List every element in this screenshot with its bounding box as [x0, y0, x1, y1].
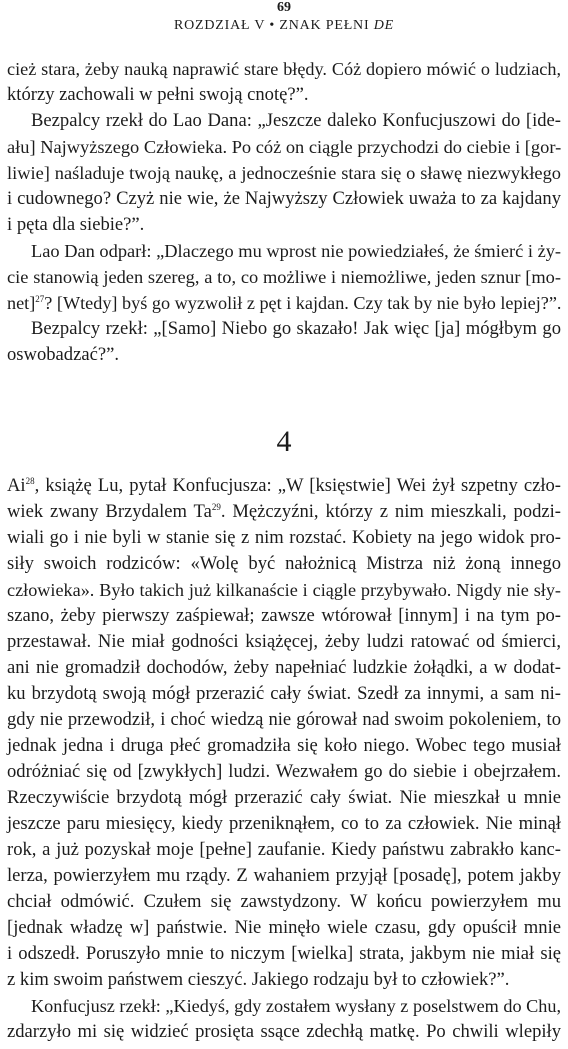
text-line: jeszcze paru miesięcy, kiedy przeniknąłem, co to za człowiek. Nie minął [7, 813, 561, 834]
text-line: ału] Najwyższego Człowieka. Po cóż on ciągle przychodzi do ciebie i [gor- [7, 137, 562, 157]
text-line: i cudownego? Czyż nie wie, że Najwyższy Człowiek uważa to za kajdany [7, 188, 561, 209]
text-line: Konfucjusz rzekł: „Kiedyś, gdy zostałem wysłany z poselstwem do Chu, [31, 996, 561, 1016]
text-line: którzy zachowali w pełni swoją cnotę?”. [7, 84, 309, 105]
text-line: rok, a już pozyskał moje [pełne] zaufanie. Kiedy państwu zabrakło kanc- [7, 839, 561, 860]
text-line: wiali go i nie byli w stanie się z nim rozstać. Kobiety na jego widok pro- [7, 527, 561, 548]
text-line [7, 499, 561, 525]
text-fragment: ? [Wtedy] byś go wyzwolił z pęt i kajdan. Czy tak by nie było lepiej?”. [44, 293, 562, 313]
text-line: oswobadzać?”. [7, 344, 120, 365]
text-fragment: Ai [7, 475, 26, 496]
text-line: siły swoich rodziców: «Wolę być nałożnicą Mistrza niż żoną innego [7, 553, 561, 574]
section-number: 4 [276, 425, 292, 458]
running-head-italic: DE [373, 18, 394, 33]
running-head [0, 17, 568, 35]
text-line: lerza, powierzyłem mu rządy. Z wahaniem przyjął [posadę], potem jakby [7, 865, 561, 886]
text-line: Lao Dan odparł: „Dlaczego mu wprost nie powiedziałeś, że śmierć i ży- [31, 241, 562, 261]
text-line: Rzeczywiście brzydotą mógł przerazić cały świat. Nie mieszkał u mnie [7, 787, 561, 808]
text-line: cie stanowią jeden szereg, a to, co możliwe i niemożliwe, jeden sznur [mo- [7, 267, 561, 287]
text-line: przestawał. Nie miał godności książęcej, żeby ludzi ratować od śmierci, [7, 631, 561, 652]
text-line [7, 473, 561, 499]
text-line: z kim swoim państwem cieszyć. Jakiego rodzaju był to człowiek?”. [7, 969, 510, 990]
text-line: chciał odmówić. Czułem się zawstydzony. W końcu powierzyłem mu [7, 891, 561, 912]
text-line: i odszedł. Poruszyło mnie to niczym [wielka] strata, jakbym nie miał się [7, 943, 561, 964]
text-line: odróżniać się od [zwykłych] ludzi. Wezwałem go do siebie i obejrzałem. [7, 761, 561, 782]
text-line: jednak jedna i druga płeć gromadziła się koło niego. Wobec tego musiał [7, 735, 561, 756]
text-line: i pęta dla siebie?”. [7, 214, 145, 235]
text-fragment: . Mężczyźni, którzy z nim mieszkali, podzi- [220, 501, 562, 522]
text-line [7, 290, 561, 316]
text-line: [jednak władzę w] państwie. Nie minęło wiele czasu, gdy opuścił mnie [7, 917, 561, 938]
text-line: cież stara, żeby nauką naprawić stare błędy. Cóż dopiero mówić o ludziach, [7, 59, 561, 79]
text-line: liwie] naśladuje twoją naukę, a jednocześnie stara się o sławę niezwykłego [7, 163, 561, 183]
text-line: człowieka». Było takich już kilkanaście i ciągle przybywało. Nigdy nie sły- [7, 580, 561, 600]
text-line: gdy nie przewodził, i choć wiedzą nie górował nad swoim pokoleniem, to [7, 709, 561, 730]
paragraph-block-main [7, 473, 561, 1045]
text-line: Bezpalcy rzekł: „[Samo] Niebo go skazało! Jak więc [ja] mógłbym go [31, 318, 561, 339]
text-fragment: wiek zwany Brzydalem Ta [7, 501, 212, 522]
footnote-marker: 28 [25, 475, 35, 486]
footnote-marker: 27 [35, 293, 45, 304]
paragraph-block-top [7, 56, 561, 368]
text-line: Bezpalcy rzekł do Lao Dana: „Jeszcze daleko Konfucjuszowi do [ide- [31, 110, 561, 131]
page-number: 69 [277, 0, 291, 15]
text-line: szano, żeby pierwszy zaśpiewał; zawsze wtórował [innym] i na tym po- [7, 605, 561, 626]
text-line: zdarzyło mi się widzieć prosięta ssące zdechłą matkę. Po chwili wlepiły [7, 1021, 561, 1042]
text-line: ku brzydotą swoją mógł przerazić cały świat. Szedł za innymi, a sam ni- [7, 683, 561, 704]
text-fragment: net] [7, 293, 36, 313]
running-head-text: ROZDZIAŁ V • ZNAK PEŁNI [173, 18, 374, 33]
footnote-marker: 29 [211, 501, 221, 512]
text-fragment: , książę Lu, pytał Konfucjusza: „W [księstwie] Wei żył szpetny czło- [34, 475, 561, 496]
text-line: ani nie gromadził dochodów, żeby napełniać ludzkie żołądki, a w dodat- [7, 657, 561, 678]
